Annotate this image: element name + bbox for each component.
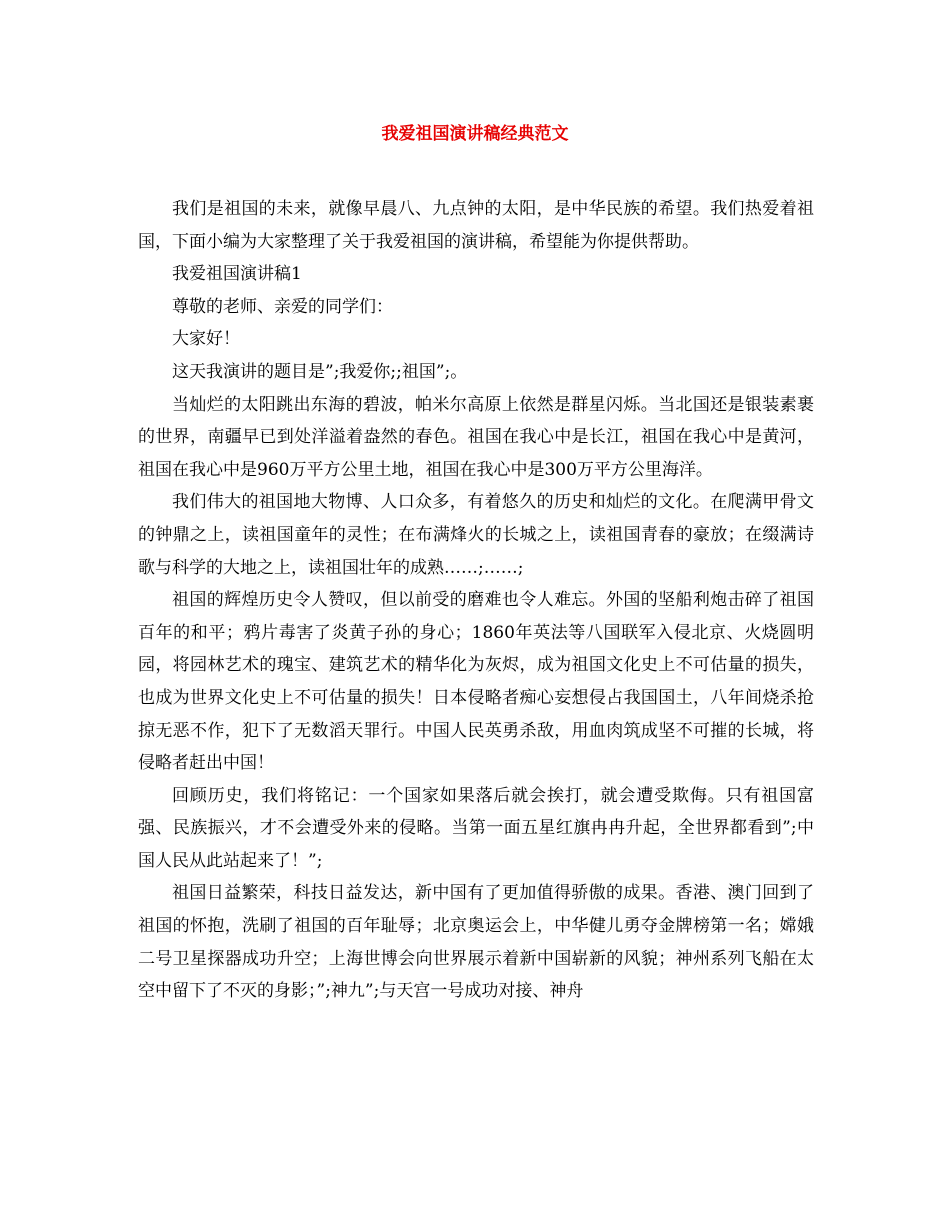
document-title: 我爱祖国演讲稿经典范文 (381, 124, 569, 144)
paragraph: 祖国日益繁荣，科技日益发达，新中国有了更加值得骄傲的成果。香港、澳门回到了祖国的怀抱，洗刷了祖国的百年耻辱；北京奥运会上，中华健儿勇夺金牌榜第一名；嫦娥二号卫星探器成功升空；上海世博会向世界展示着新中国崭新的风貌；神州系列飞船在太空中留下了不灭的身影；”;神九”;与天宫一号成功对接、神舟 (138, 883, 814, 1002)
paragraph: 这天我演讲的题目是”;我爱你;;祖国”;。 (172, 361, 468, 382)
greeting: 大家好！ (172, 329, 240, 350)
paragraph: 我们伟大的祖国地大物博、人口众多，有着悠久的历史和灿烂的文化。在爬满甲骨文的钟鼎之上，读祖国童年的灵性；在布满烽火的长城之上，读祖国青春的豪放；在缀满诗歌与科学的大地之上，读祖国壮年的成熟……;……; (138, 492, 814, 578)
salutation: 尊敬的老师、亲爱的同学们： (172, 296, 393, 317)
section-heading: 我爱祖国演讲稿1 (172, 264, 302, 285)
paragraph: 回顾历史，我们将铭记：一个国家如果落后就会挨打，就会遭受欺侮。只有祖国富强、民族振兴，才不会遭受外来的侵略。当第一面五星红旗冉冉升起，全世界都看到”;中国人民从此站起来了！”; (138, 785, 814, 871)
paragraph: 我们是祖国的未来，就像早晨八、九点钟的太阳，是中华民族的希望。我们热爱着祖国，下面小编为大家整理了关于我爱祖国的演讲稿，希望能为你提供帮助。 (138, 199, 814, 252)
document-body (138, 193, 814, 1008)
paragraph: 祖国的辉煌历史令人赞叹，但以前受的磨难也令人难忘。外国的坚船利炮击碎了祖国百年的和平；鸦片毒害了炎黄子孙的身心；1860年英法等八国联军入侵北京、火烧圆明园，将园林艺术的瑰宝、建筑艺术的精华化为灰烬，成为祖国文化史上不可估量的损失，也成为世界文化史上不可估量的损失！日本侵略者痴心妄想侵占我国国土，八年间烧杀抢掠无恶不作，犯下了无数滔天罪行。中国人民英勇杀敌，用血肉筑成坚不可摧的长城，将侵略者赶出中国！ (138, 590, 814, 774)
paragraph: 当灿烂的太阳跳出东海的碧波，帕米尔高原上依然是群星闪烁。当北国还是银装素裹的世界，南疆早已到处洋溢着盎然的春色。祖国在我心中是长江，祖国在我心中是黄河，祖国在我心中是960万平方公里土地，祖国在我心中是300万平方公里海洋。 (138, 394, 814, 480)
